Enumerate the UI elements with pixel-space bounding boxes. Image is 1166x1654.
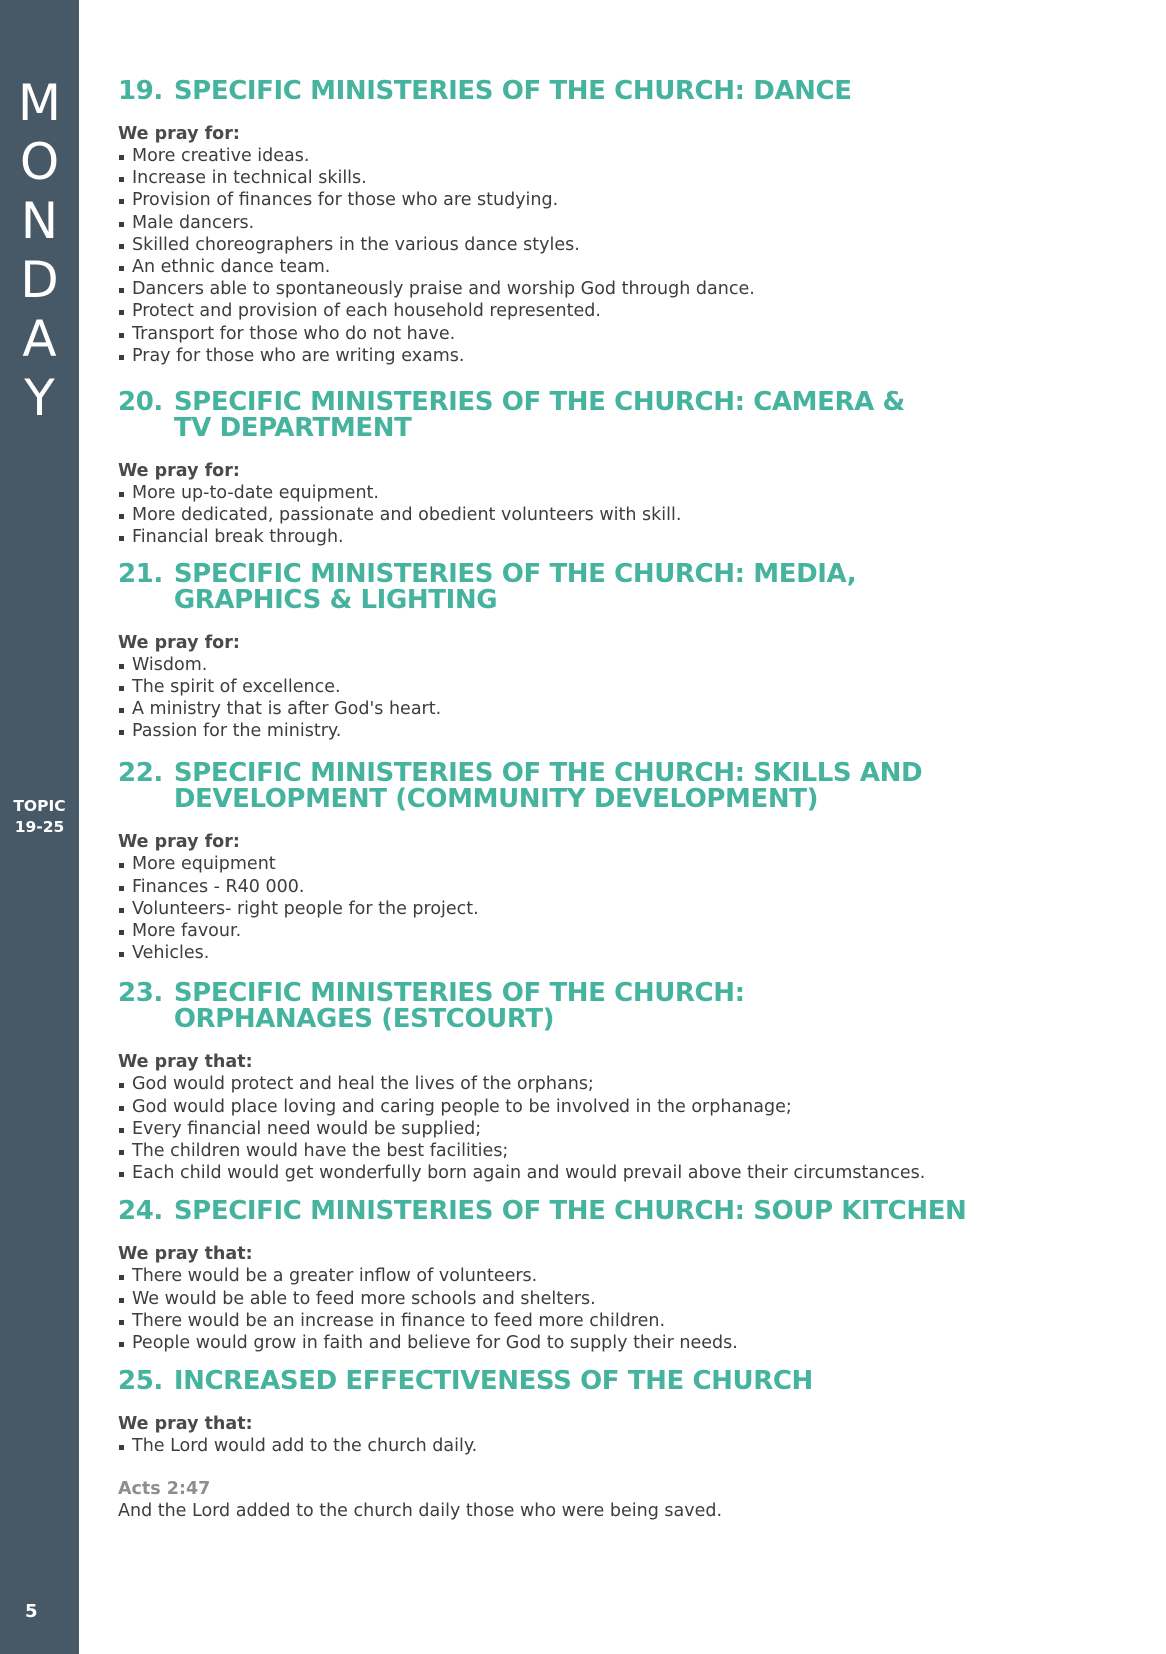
day-letter: D bbox=[20, 251, 59, 309]
prayer-section bbox=[118, 980, 1138, 1184]
list-item: Protect and provision of each household represented. bbox=[118, 300, 1138, 322]
list-item: We would be able to feed more schools and shelters. bbox=[118, 1288, 1138, 1310]
section-title bbox=[173, 758, 1138, 815]
section-number: 23. bbox=[118, 978, 163, 1009]
section-title bbox=[173, 558, 1138, 615]
section-title bbox=[173, 1196, 1138, 1227]
section-intro: We pray that: bbox=[118, 1244, 253, 1265]
list-item: More favour. bbox=[118, 920, 1138, 942]
list-item: Volunteers- right people for the project. bbox=[118, 898, 1138, 920]
section-heading bbox=[118, 1196, 1138, 1227]
section-title-line: DEVELOPMENT (COMMUNITY DEVELOPMENT) bbox=[173, 784, 819, 815]
prayer-list bbox=[118, 654, 1138, 743]
list-item: The Lord would add to the church daily. bbox=[118, 1435, 1138, 1457]
list-item: Transport for those who do not have. bbox=[118, 323, 1138, 345]
section-number: 19. bbox=[118, 76, 163, 106]
prayer-list bbox=[118, 1073, 1138, 1184]
list-item: Pray for those who are writing exams. bbox=[118, 345, 1138, 367]
topic-indicator bbox=[0, 796, 79, 838]
section-title-line: SPECIFIC MINISTERIES OF THE CHURCH: SKILLS AND bbox=[173, 758, 923, 789]
section-title-line: SPECIFIC MINISTERIES OF THE CHURCH: DANCE bbox=[173, 76, 852, 106]
section-title-line: INCREASED EFFECTIVENESS OF THE CHURCH bbox=[173, 1366, 813, 1397]
list-item: There would be a greater inflow of volunteers. bbox=[118, 1265, 1138, 1287]
list-item: God would protect and heal the lives of the orphans; bbox=[118, 1073, 1138, 1095]
prayer-section bbox=[118, 1368, 1138, 1457]
section-title bbox=[173, 978, 1138, 1035]
list-item: Increase in technical skills. bbox=[118, 167, 1138, 189]
section-number: 25. bbox=[118, 1366, 163, 1397]
section-number: 21. bbox=[118, 558, 163, 589]
section-number: 24. bbox=[118, 1196, 163, 1227]
section-title-line: SPECIFIC MINISTERIES OF THE CHURCH: CAMERA & bbox=[173, 387, 905, 418]
section-number: 22. bbox=[118, 758, 163, 789]
day-letter: Y bbox=[24, 369, 55, 427]
list-item: More creative ideas. bbox=[118, 145, 1138, 167]
prayer-section bbox=[118, 558, 1138, 743]
section-number: 20. bbox=[118, 387, 163, 418]
list-item: An ethnic dance team. bbox=[118, 256, 1138, 278]
prayer-list bbox=[118, 145, 1138, 367]
topic-label: TOPIC bbox=[13, 797, 66, 815]
list-item: Dancers able to spontaneously praise and worship God through dance. bbox=[118, 278, 1138, 300]
list-item: Passion for the ministry. bbox=[118, 720, 1138, 742]
section-title-line: TV DEPARTMENT bbox=[173, 413, 412, 444]
list-item: More up-to-date equipment. bbox=[118, 482, 1138, 504]
list-item: A ministry that is after God's heart. bbox=[118, 698, 1138, 720]
list-item: Wisdom. bbox=[118, 654, 1138, 676]
section-title-line: SPECIFIC MINISTERIES OF THE CHURCH: SOUP KITCHEN bbox=[173, 1196, 967, 1227]
section-title-line: GRAPHICS & LIGHTING bbox=[173, 584, 498, 615]
prayer-list bbox=[118, 1265, 1138, 1354]
day-letter: M bbox=[17, 74, 62, 132]
prayer-section bbox=[118, 78, 1138, 367]
section-intro: We pray that: bbox=[118, 1052, 253, 1073]
scripture-text: And the Lord added to the church daily those who were being saved. bbox=[118, 1500, 723, 1521]
list-item: Every financial need would be supplied; bbox=[118, 1118, 1138, 1140]
section-heading bbox=[118, 387, 1138, 444]
list-item: The spirit of excellence. bbox=[118, 676, 1138, 698]
list-item: Male dancers. bbox=[118, 212, 1138, 234]
section-title bbox=[173, 387, 1138, 444]
list-item: Finances - R40 000. bbox=[118, 876, 1138, 898]
prayer-section bbox=[118, 760, 1138, 964]
main-content bbox=[118, 78, 1138, 1522]
list-item: God would place loving and caring people to be involved in the orphanage; bbox=[118, 1096, 1138, 1118]
prayer-section bbox=[118, 389, 1138, 549]
day-label bbox=[0, 74, 79, 428]
section-intro: We pray for: bbox=[118, 832, 240, 853]
section-title-line: SPECIFIC MINISTERIES OF THE CHURCH: bbox=[173, 978, 745, 1009]
day-letter: A bbox=[22, 310, 57, 368]
section-intro: We pray for: bbox=[118, 632, 240, 653]
prayer-section bbox=[118, 1198, 1138, 1354]
prayer-list bbox=[118, 482, 1138, 549]
section-title-line: SPECIFIC MINISTERIES OF THE CHURCH: MEDIA, bbox=[173, 558, 857, 589]
section-title-line: ORPHANAGES (ESTCOURT) bbox=[173, 1004, 555, 1035]
list-item: There would be an increase in finance to feed more children. bbox=[118, 1310, 1138, 1332]
section-heading bbox=[118, 558, 1138, 615]
scripture-reference: Acts 2:47 bbox=[118, 1478, 211, 1499]
section-intro: We pray for: bbox=[118, 461, 240, 482]
list-item: The children would have the best facilities; bbox=[118, 1140, 1138, 1162]
topic-range: 19-25 bbox=[14, 818, 65, 836]
list-item: More dedicated, passionate and obedient volunteers with skill. bbox=[118, 504, 1138, 526]
section-title bbox=[173, 1366, 1138, 1397]
prayer-list bbox=[118, 853, 1138, 964]
list-item: Vehicles. bbox=[118, 942, 1138, 964]
list-item: Financial break through. bbox=[118, 526, 1138, 548]
section-intro: We pray for: bbox=[118, 124, 240, 144]
day-letter: O bbox=[19, 133, 60, 191]
list-item: More equipment bbox=[118, 853, 1138, 875]
section-intro: We pray that: bbox=[118, 1414, 253, 1435]
list-item: Skilled choreographers in the various dance styles. bbox=[118, 234, 1138, 256]
list-item: People would grow in faith and believe for God to supply their needs. bbox=[118, 1332, 1138, 1354]
day-letter: N bbox=[20, 192, 59, 250]
list-item: Provision of finances for those who are studying. bbox=[118, 189, 1138, 211]
section-heading bbox=[118, 758, 1138, 815]
sidebar bbox=[0, 0, 79, 1654]
section-heading bbox=[118, 1366, 1138, 1397]
prayer-list bbox=[118, 1435, 1138, 1457]
list-item: Each child would get wonderfully born again and would prevail above their circumstances. bbox=[118, 1162, 1138, 1184]
section-heading bbox=[118, 978, 1138, 1035]
section-title bbox=[174, 78, 1138, 104]
page-number: 5 bbox=[25, 1601, 38, 1622]
section-heading bbox=[118, 78, 1138, 104]
